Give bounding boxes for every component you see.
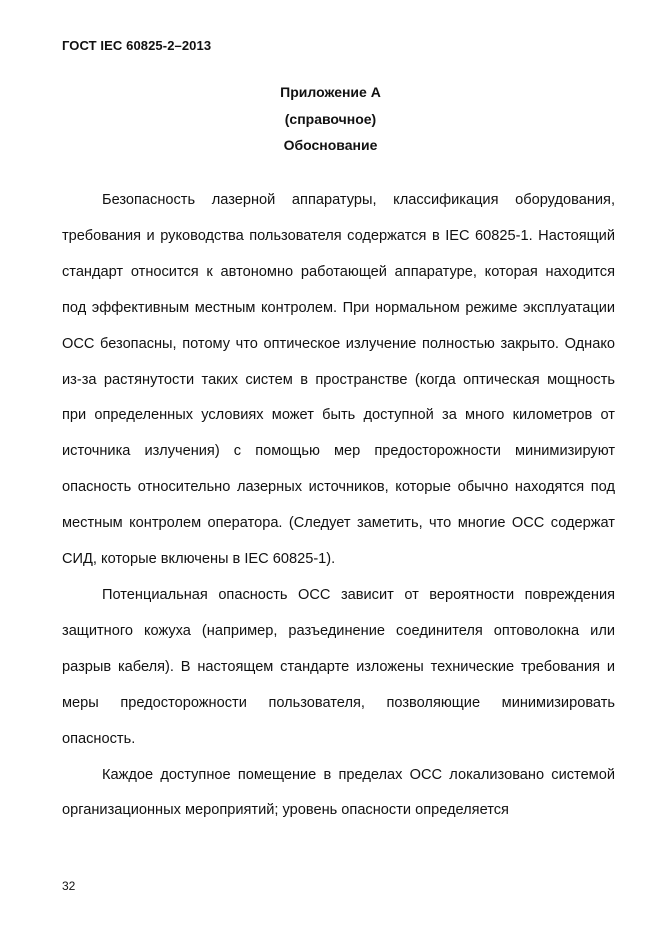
body-text xyxy=(62,183,615,829)
page-number: 32 xyxy=(62,879,76,893)
paragraph: Безопасность лазерной аппаратуры, классификация оборудования, требования и руководства пользователя содержатся в IEC 60825-1. Настоящий стандарт относится к автономно работающей аппаратуре, которая находится под эффективным местным контролем. При нормальном режиме эксплуатации ОСС безопасны, потому что оптическое излучение полностью закрыто. Однако из-за растянутости таких систем в пространстве (когда оптическая мощность при определенных условиях может быть доступной за много километров от источника излучения) с помощью мер предосторожности минимизируют опасность относительно лазерных источников, которые обычно находятся под местным контролем оператора. (Следует заметить, что многие ОСС содержат СИД, которые включены в IEC 60825-1). xyxy=(62,192,615,568)
annex-label: Приложение А xyxy=(280,84,381,100)
paragraph: Каждое доступное помещение в пределах ОСС локализовано системой организационных мероприятий; уровень опасности определяется xyxy=(62,766,615,819)
document-code: ГОСТ IEC 60825-2–2013 xyxy=(62,38,212,53)
annex-title: Обоснование xyxy=(283,137,378,153)
annex-type: (справочное) xyxy=(284,111,377,127)
paragraph: Потенциальная опасность ОСС зависит от вероятности повреждения защитного кожуха (например, разъединение соединителя оптоволокна или разрыв кабеля). В настоящем стандарте изложены технические требования и меры предосторожности пользователя, позволяющие минимизировать опасность. xyxy=(62,586,615,747)
